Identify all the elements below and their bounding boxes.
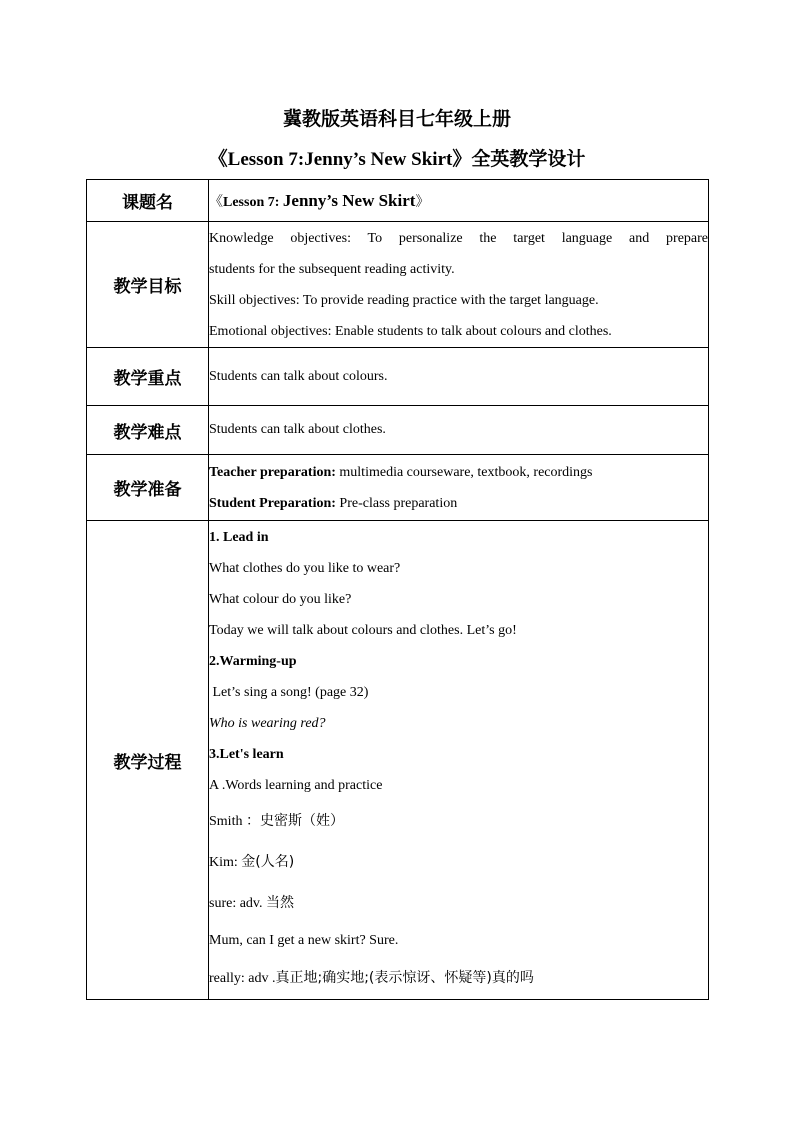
content-process [209, 521, 709, 1000]
label-difficulties: 教学难点 [87, 406, 209, 455]
label-key-points: 教学重点 [87, 348, 209, 406]
objective-line-2: students for the subsequent reading activity. [209, 261, 455, 277]
teacher-preparation [209, 457, 708, 488]
subtitle-open-bracket: 《 [208, 148, 228, 170]
label-topic: 课题名 [87, 180, 209, 222]
lead-in-question-2: What colour do you like? [209, 592, 352, 607]
content-key-points: Students can talk about colours. [209, 348, 709, 406]
objective-line-1: Knowledge objectives: To personalize the target language and prepare [209, 230, 708, 246]
row-key-points [87, 348, 709, 406]
word-kim-en: Kim: [209, 855, 242, 870]
word-smith [209, 801, 708, 842]
warming-up-question: Who is wearing red? [209, 716, 326, 731]
section-warming-up-heading: 2.Warming-up [209, 654, 297, 669]
row-objectives [87, 222, 709, 348]
section-lead-in-heading: 1. Lead in [209, 530, 269, 545]
objective-line-3: Skill objectives: To provide reading practice with the target language. [209, 292, 599, 308]
row-process [87, 521, 709, 1000]
student-preparation-text: Pre-class preparation [335, 495, 458, 511]
document-title: 冀教版英语科目七年级上册 [282, 108, 511, 130]
content-objectives [209, 222, 709, 348]
label-preparation: 教学准备 [87, 455, 209, 521]
word-sure-cn: 当然 [266, 895, 295, 911]
word-kim-cn: 金(人名) [241, 854, 295, 870]
topic-name: Jenny’s New Skirt [282, 190, 416, 210]
word-sure-en: sure: adv. [209, 896, 267, 911]
objective-line-4: Emotional objectives: Enable students to talk about colours and clothes. [209, 323, 612, 339]
lead-in-statement: Today we will talk about colours and clothes. Let’s go! [209, 623, 517, 638]
topic-close-bracket: 》 [415, 193, 430, 210]
label-objectives: 教学目标 [87, 222, 209, 348]
content-difficulties: Students can talk about clothes. [209, 406, 709, 455]
content-topic [209, 180, 709, 222]
student-preparation-label: Student Preparation: [209, 495, 336, 511]
subtitle-close-bracket: 》 [452, 148, 472, 170]
word-really-en: really: adv . [209, 971, 276, 986]
words-learning-heading: A .Words learning and practice [209, 778, 383, 793]
subtitle-lesson: Lesson 7:Jenny’s New Skirt [227, 149, 453, 170]
word-sure [209, 883, 708, 924]
word-sure-example: Mum, can I get a new skirt? Sure. [209, 933, 399, 948]
topic-open-bracket: 《 [209, 193, 223, 210]
word-really [209, 958, 708, 999]
warming-up-song: Let’s sing a song! (page 32) [209, 685, 369, 700]
word-really-cn: 真正地;确实地;(表示惊讶、怀疑等)真的吗 [275, 970, 534, 986]
section-lets-learn-heading: 3.Let's learn [209, 747, 284, 762]
content-preparation [209, 455, 709, 521]
teacher-preparation-text: multimedia courseware, textbook, recordings [335, 464, 593, 480]
word-kim [209, 842, 708, 883]
lead-in-question-1: What clothes do you like to wear? [209, 561, 401, 576]
row-topic [87, 180, 709, 222]
word-smith-cn: 史密斯（姓） [259, 813, 344, 829]
row-difficulties [87, 406, 709, 455]
topic-lesson: Lesson 7: [223, 194, 283, 210]
row-preparation [87, 455, 709, 521]
subtitle-suffix: 全英教学设计 [471, 148, 586, 170]
word-smith-en: Smith ： [209, 814, 260, 829]
label-process: 教学过程 [87, 521, 209, 1000]
student-preparation [209, 488, 708, 519]
document-subtitle [0, 146, 794, 173]
lesson-plan-table [86, 179, 709, 1000]
teacher-preparation-label: Teacher preparation: [209, 464, 336, 480]
